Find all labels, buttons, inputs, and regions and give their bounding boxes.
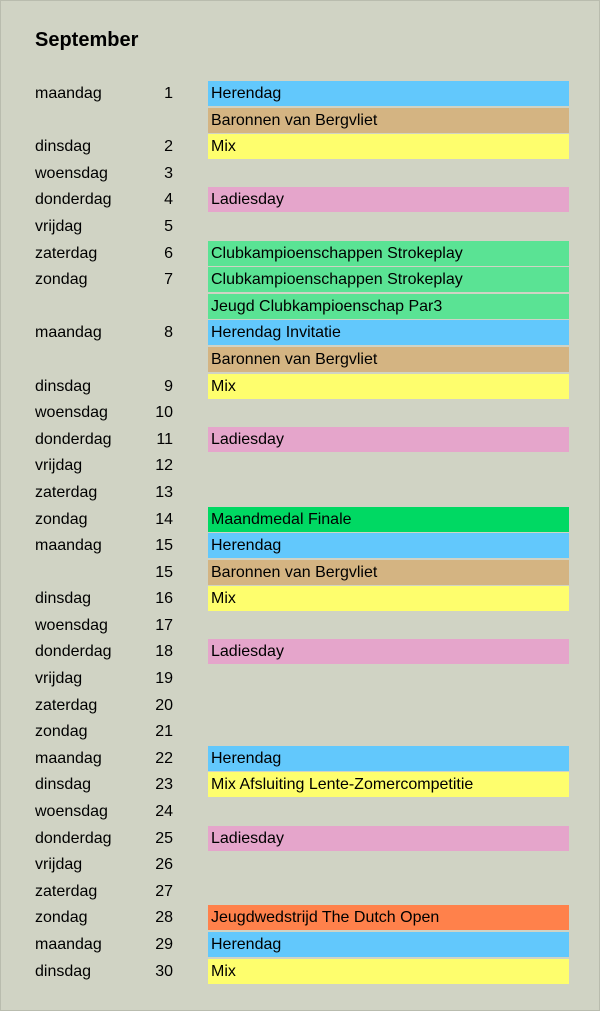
day-name: maandag: [35, 537, 102, 555]
day-number: 26: [155, 856, 173, 874]
schedule-row: [0, 879, 600, 906]
day-name: vrijdag: [35, 217, 83, 235]
day-name: donderdag: [35, 829, 112, 847]
event-label: Jeugd Clubkampioenschap Par3: [208, 294, 569, 319]
schedule-row: [0, 666, 600, 693]
schedule-row: [0, 161, 600, 188]
event-label: Ladiesday: [208, 187, 569, 212]
day-name: vrijdag: [35, 457, 83, 475]
month-title: September: [35, 29, 139, 51]
day-number: 22: [155, 749, 173, 767]
day-number: 10: [155, 404, 173, 422]
day-number: 18: [155, 643, 173, 661]
day-number: 28: [155, 909, 173, 927]
day-name: woensdag: [35, 616, 108, 634]
day-name: dinsdag: [35, 138, 92, 156]
day-number: 27: [155, 882, 173, 900]
schedule-row: [0, 400, 600, 427]
event-label: Herendag: [208, 81, 569, 106]
schedule-row: [0, 639, 600, 666]
event-label: Herendag: [208, 746, 569, 771]
day-number: 1: [164, 85, 173, 102]
schedule-row: [0, 427, 600, 454]
day-name: dinsdag: [35, 776, 92, 794]
schedule-row: [0, 586, 600, 613]
schedule-row: [0, 187, 600, 214]
schedule-row: [0, 533, 600, 560]
day-number: 20: [155, 696, 173, 714]
event-label: Baronnen van Bergvliet: [208, 347, 569, 372]
day-name: maandag: [35, 749, 102, 767]
day-name: vrijdag: [35, 670, 83, 688]
day-number: 19: [155, 670, 173, 688]
schedule-row: [0, 453, 600, 480]
schedule-row: [0, 507, 600, 534]
schedule-row: [0, 746, 600, 773]
event-label: Ladiesday: [208, 427, 569, 452]
day-number: 7: [164, 271, 173, 289]
day-name: zondag: [35, 909, 88, 927]
day-number: 2: [164, 138, 173, 156]
schedule-row: [0, 560, 600, 587]
schedule-row: [0, 267, 600, 294]
schedule-row: [0, 693, 600, 720]
schedule-row: [0, 374, 600, 401]
day-name: dinsdag: [35, 377, 92, 395]
schedule-row: [0, 134, 600, 161]
day-name: woensdag: [35, 404, 108, 422]
day-name: maandag: [35, 85, 102, 102]
day-number: 13: [155, 483, 173, 501]
day-number: 6: [164, 244, 173, 262]
day-number: 14: [155, 510, 173, 528]
schedule-row: [0, 241, 600, 268]
event-label: Mix: [208, 586, 569, 611]
schedule-row: [0, 81, 600, 108]
day-number: 9: [164, 377, 173, 395]
schedule-row: [0, 852, 600, 879]
day-name: vrijdag: [35, 856, 83, 874]
day-number: 12: [155, 457, 173, 475]
day-number: 17: [155, 616, 173, 634]
schedule-row: [0, 214, 600, 241]
event-label: Herendag: [208, 932, 569, 957]
day-number: 8: [164, 324, 173, 342]
event-label: Mix: [208, 959, 569, 984]
schedule-row: [0, 799, 600, 826]
event-label: Ladiesday: [208, 826, 569, 851]
day-name: zaterdag: [35, 483, 98, 501]
event-label: Herendag: [208, 533, 569, 558]
event-label: Ladiesday: [208, 639, 569, 664]
event-label: Mix: [208, 374, 569, 399]
schedule-row: [0, 294, 600, 321]
day-number: 29: [155, 936, 173, 953]
schedule-row: [0, 772, 600, 799]
schedule-row: [0, 108, 600, 135]
day-name: zaterdag: [35, 696, 98, 714]
day-name: woensdag: [35, 164, 108, 182]
day-name: dinsdag: [35, 962, 92, 980]
schedule-row: [0, 320, 600, 347]
event-label: Jeugdwedstrijd The Dutch Open: [208, 905, 569, 930]
day-number: 15: [155, 537, 173, 555]
day-name: dinsdag: [35, 590, 92, 608]
schedule-row: [0, 932, 600, 959]
schedule-list: [0, 81, 600, 985]
day-number: 11: [156, 430, 173, 448]
schedule-row: [0, 613, 600, 640]
schedule-row: [0, 719, 600, 746]
day-number: 5: [164, 217, 173, 235]
day-name: donderdag: [35, 191, 112, 209]
day-number: 15: [155, 563, 173, 581]
schedule-row: [0, 480, 600, 507]
day-number: 3: [164, 164, 173, 182]
event-label: Clubkampioenschappen Strokeplay: [208, 267, 569, 292]
schedule-row: [0, 959, 600, 986]
day-number: 24: [155, 803, 173, 821]
day-number: 25: [155, 829, 173, 847]
schedule-row: [0, 826, 600, 853]
event-label: Clubkampioenschappen Strokeplay: [208, 241, 569, 266]
day-name: zondag: [35, 271, 88, 289]
event-label: Mix: [208, 134, 569, 159]
event-label: Mix Afsluiting Lente-Zomercompetitie: [208, 772, 569, 797]
day-name: zaterdag: [35, 244, 98, 262]
day-number: 21: [155, 723, 173, 741]
event-label: Baronnen van Bergvliet: [208, 108, 569, 133]
day-name: woensdag: [35, 803, 108, 821]
day-number: 23: [155, 776, 173, 794]
day-name: zondag: [35, 510, 88, 528]
day-name: maandag: [35, 936, 102, 953]
day-name: donderdag: [35, 430, 112, 448]
day-number: 16: [155, 590, 173, 608]
day-number: 4: [164, 191, 173, 209]
day-name: zaterdag: [35, 882, 98, 900]
day-number: 30: [155, 962, 173, 980]
day-name: maandag: [35, 324, 102, 342]
event-label: Baronnen van Bergvliet: [208, 560, 569, 585]
day-name: zondag: [35, 723, 88, 741]
event-label: Maandmedal Finale: [208, 507, 569, 532]
schedule-row: [0, 905, 600, 932]
event-label: Herendag Invitatie: [208, 320, 569, 345]
schedule-row: [0, 347, 600, 374]
day-name: donderdag: [35, 643, 112, 661]
